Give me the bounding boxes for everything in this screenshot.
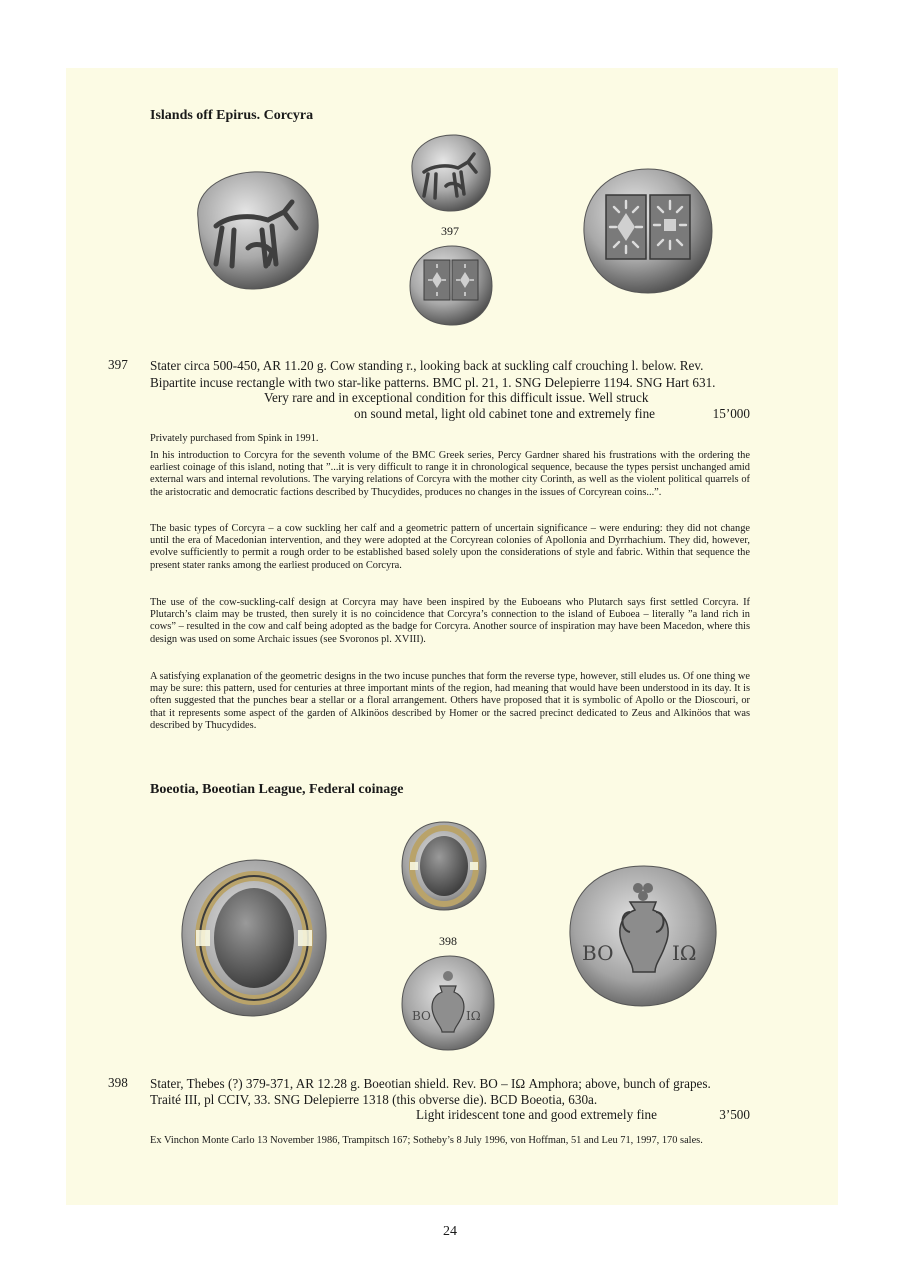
section-heading-boeotia: Boeotia, Boeotian League, Federal coinage (150, 782, 404, 797)
coin-398-large-letters-io: IΩ (672, 941, 697, 965)
figure-label-397: 397 (441, 224, 459, 238)
lot-397-condition-line2: on sound metal, light old cabinet tone and extremely fine (354, 406, 656, 421)
lot-397-note-paragraph: The use of the cow-suckling-calf design at Corcyra may have been inspired by the Euboeans who Plutarch says first settled Corcyra. If Plutarch’s claim may be trusted, then surely it is no coincidence that Corcyra’s connection to the island of Euboea – literally ”a land rich in cows” – resulted in the cow and calf being adopted as the badge for Corcyra. Another source of inspiration may have been Macedon, where this design was used on some Archaic issues (see Svoronos pl. XVIII). (150, 597, 750, 645)
section-heading-corcyra: Islands off Epirus. Corcyra (150, 108, 314, 123)
coin-397-obverse-small (406, 132, 494, 214)
lot-398-description-line1: Stater, Thebes (?) 379-371, AR 12.28 g. Boeotian shield. Rev. BO – IΩ Amphora; above, bunch of grapes. (150, 1076, 711, 1091)
lot-397-condition-line1: Very rare and in exceptional condition for this difficult issue. Well struck (264, 390, 649, 405)
lot-398-estimate: 3’500 (719, 1107, 750, 1122)
lot-397-estimate: 15’000 (712, 406, 750, 421)
coin-398-small-letters-bo: BO (412, 1009, 431, 1023)
coin-398-large-letters-bo: BO (582, 941, 614, 965)
lot-397-description-line2: Bipartite incuse rectangle with two star-like patterns. BMC pl. 21, 1. SNG Delepierre 1194. SNG Hart 631. (150, 375, 716, 390)
coin-398-obverse-small (398, 818, 490, 914)
lot-number-397: 397 (108, 357, 128, 372)
coin-398-reverse-large (564, 860, 722, 1010)
lot-number-398: 398 (108, 1075, 128, 1090)
lot-397-note-paragraph: In his introduction to Corcyra for the seventh volume of the BMC Greek series, Percy Gardner shared his frustrations with the ordering the earliest coinage of this island, noting that ”...it is very difficult to range it in chronological sequence, because the types persist unchanged amid external wars and internal revolutions. The varying relations of Corcyra with the mother city Corinth, as well as the violent political quarrels of the aristocratic and democratic factions described by Thucydides, produces no changes in the issues of Corcyrean coins...”. (150, 450, 750, 498)
coin-397-obverse-large (188, 168, 322, 292)
lot-397-description-line1: Stater circa 500-450, AR 11.20 g. Cow standing r., looking back at suckling calf crouching l. below. Rev. (150, 358, 704, 373)
lot-398-description-line2: Traité III, pl CCIV, 33. SNG Delepierre 1318 (this obverse die). BCD Boeotia, 630a. (150, 1092, 598, 1107)
coin-398-reverse-small (398, 952, 498, 1054)
coin-397-reverse-large (580, 165, 716, 297)
coin-398-obverse-large (176, 856, 332, 1020)
coin-397-reverse-small (406, 242, 496, 328)
page-number: 24 (443, 1224, 457, 1239)
lot-398-condition-line1: Light iridescent tone and good extremely fine (416, 1107, 657, 1122)
coin-398-small-letters-io: IΩ (466, 1009, 481, 1023)
lot-398-note-provenance: Ex Vinchon Monte Carlo 13 November 1986, Trampitsch 167; Sotheby’s 8 July 1996, von Hoffman, 51 and Leu 71, 1997, 170 sales. (150, 1135, 703, 1146)
lot-397-note-paragraph: The basic types of Corcyra – a cow suckling her calf and a geometric pattern of uncertain significance – were enduring: they did not change until the era of Macedonian intervention, and they were adopted at the Corcyrean colonies of Apollonia and Dyrrhachium. They did, however, evolve sufficiently to permit a rough order to be established based solely upon the considerations of style and fabric. Within that sequence the present stater ranks among the earliest produced on Corcyra. (150, 523, 750, 571)
lot-397-note-paragraph: A satisfying explanation of the geometric designs in the two incuse punches that form the reverse type, however, still eludes us. Of one thing we may be sure: this pattern, used for centuries at three important mints of the region, had meaning that would have been understood in its day. It is often suggested that the punches bear a stellar or a floral arrangement. Others have proposed that it is symbolic of Apollo or the Dioscouri, or that it represents some aspect of the garden of Alkinöos described by Homer or the sacred precinct dedicated to Zeus and Alkinöos that was described by Thucydides. (150, 671, 750, 731)
lot-397-note-provenance: Privately purchased from Spink in 1991. (150, 433, 319, 444)
figure-label-398: 398 (439, 934, 457, 948)
